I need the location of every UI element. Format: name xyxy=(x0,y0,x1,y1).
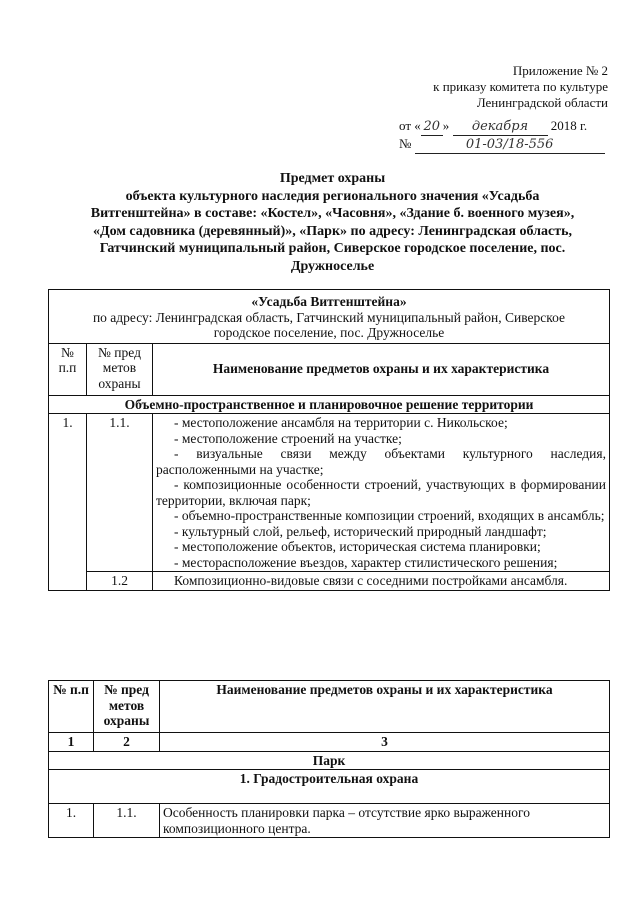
list-item: - месторасположение въездов, характер стилистического решения; xyxy=(174,554,558,570)
list-item: - композиционные особенности строений, участвующих в формировании территории, включая парк; xyxy=(156,477,606,508)
column-header-item-number: № пред метов охраны xyxy=(87,343,153,395)
appendix-number: Приложение № 2 xyxy=(512,63,608,78)
column-index: 1 xyxy=(49,733,94,752)
column-header-item-number: № пред метов охраны xyxy=(94,681,160,733)
object-address: городское поселение, пос. Дружноселье xyxy=(213,325,445,340)
item-number: 1.1. xyxy=(94,804,160,838)
document-title xyxy=(45,170,620,275)
object-name: «Усадьба Витгенштейна» xyxy=(251,294,407,309)
title-line: Гатчинский муниципальный район, Сиверское городское поселение, пос. xyxy=(99,241,566,256)
order-reference: к приказу комитета по культуре xyxy=(433,79,608,94)
list-item: - местоположение строений на участке; xyxy=(174,430,402,446)
title-line: «Дом садовника (деревянный)», «Парк» по адресу: Ленинградская область, xyxy=(93,223,572,239)
title-line: Витгенштейна» в составе: «Костел», «Часовня», «Здание б. военного музея», xyxy=(90,206,575,221)
column-index: 3 xyxy=(160,733,610,752)
row-number: 1. xyxy=(49,414,87,591)
handwritten-number: 01-03/18-556 xyxy=(415,137,605,154)
list-item: - местоположение объектов, историческая система планировки; xyxy=(174,539,541,554)
subsection-heading: Парк xyxy=(49,751,610,770)
column-header-number: № п.п xyxy=(49,343,87,395)
column-header-characteristic: Наименование предметов охраны и их характеристика xyxy=(160,681,610,733)
row-number: 1. xyxy=(49,804,94,838)
list-item: - объемно-пространственные композиции строений, входящих в ансамбль; xyxy=(174,508,605,523)
item-number: 1.1. xyxy=(87,414,153,572)
characteristic-text: Композиционно-видовые связи с соседними постройками ансамбля. xyxy=(153,572,610,591)
object-address: по адресу: Ленинградская область, Гатчинский муниципальный район, Сиверское xyxy=(92,309,566,325)
handwritten-month: декабря xyxy=(453,119,548,136)
title-line: Дружноселье xyxy=(290,258,375,274)
title-line: объекта культурного наследия регионального значения «Усадьба xyxy=(125,188,540,204)
section-heading: 1. Градостроительная охрана xyxy=(49,770,610,804)
characteristic-list xyxy=(153,414,610,572)
order-date: от « 20 » декабря 2018 г. xyxy=(399,118,588,134)
section-heading: Объемно-пространственное и планировочное решение территории xyxy=(49,395,610,414)
item-number: 1.2 xyxy=(87,572,153,591)
appendix-header xyxy=(378,63,608,111)
column-header-characteristic: Наименование предметов охраны и их характеристика xyxy=(153,343,610,395)
order-number: № 01-03/18-556 xyxy=(399,136,605,154)
handwritten-day: 20 xyxy=(421,119,443,136)
protection-table-park xyxy=(48,680,610,838)
committee-region: Ленинградской области xyxy=(476,95,608,110)
column-header-number: № п.п xyxy=(49,681,94,733)
object-caption xyxy=(49,290,610,344)
characteristic-text: Особенность планировки парка – отсутствие ярко выраженного композиционного центра. xyxy=(160,804,610,838)
list-item: - местоположение ансамбля на территории с. Никольское; xyxy=(174,415,508,430)
title-line: Предмет охраны xyxy=(279,171,386,186)
list-item: - визуальные связи между объектами культурного наследия, расположенными на участке; xyxy=(156,446,606,477)
column-index: 2 xyxy=(94,733,160,752)
list-item: - культурный слой, рельеф, исторический природный ландшафт; xyxy=(174,523,547,539)
protection-table-estate xyxy=(48,289,610,591)
